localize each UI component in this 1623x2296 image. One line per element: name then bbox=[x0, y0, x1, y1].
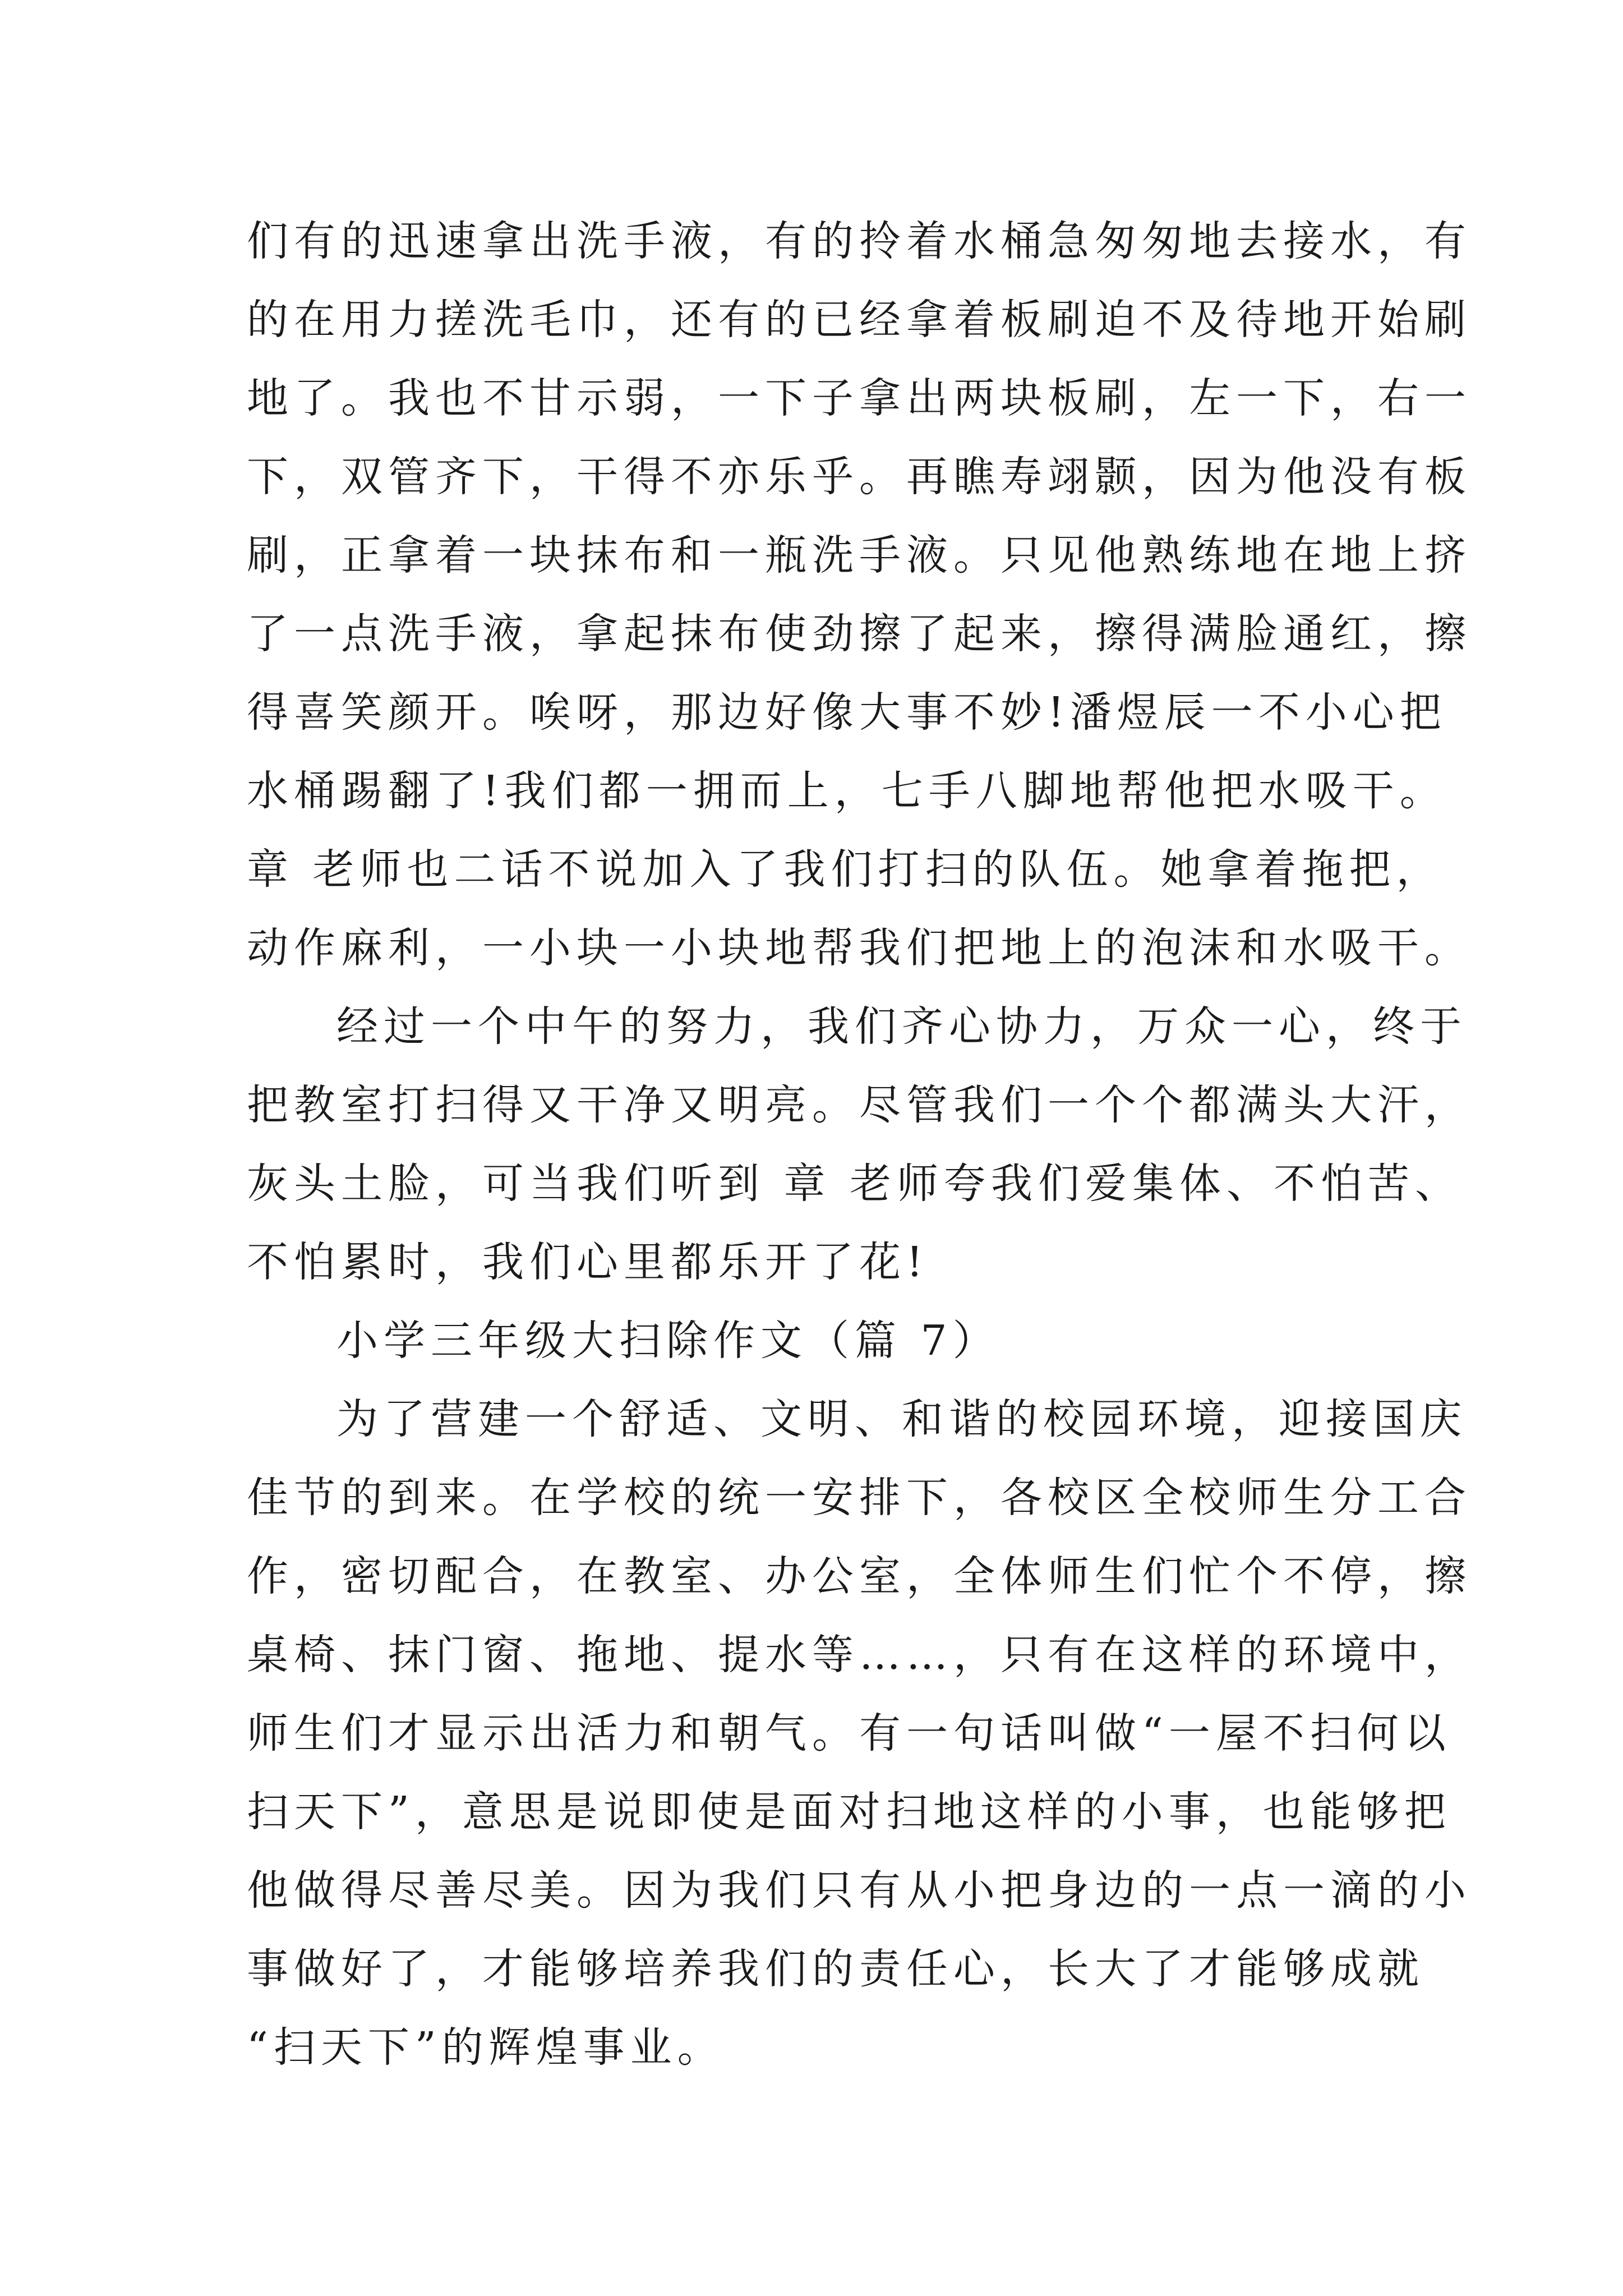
text-line: 桌椅、抹门窗、拖地、提水等……，只有在这样的环境中， bbox=[247, 1631, 1472, 1679]
text-line: 了一点洗手液，拿起抹布使劲擦了起来，擦得满脸通红，擦 bbox=[247, 610, 1472, 658]
text-line: 刷，正拿着一块抹布和一瓶洗手液。只见他熟练地在地上挤 bbox=[247, 531, 1472, 579]
text-line: 不怕累时，我们心里都乐开了花! bbox=[247, 1238, 929, 1286]
text-line: 为了营建一个舒适、文明、和谐的校园环境，迎接国庆 bbox=[336, 1395, 1467, 1443]
text-line: 把教室打扫得又干净又明亮。尽管我们一个个都满头大汗， bbox=[247, 1081, 1472, 1129]
text-line: 们有的迅速拿出洗手液，有的拎着水桶急匆匆地去接水，有 bbox=[247, 217, 1472, 265]
text-line: 下，双管齐下，干得不亦乐乎。再瞧寿翊颢，因为他没有板 bbox=[247, 453, 1472, 501]
text-line: 水桶踢翻了!我们都一拥而上，七手八脚地帮他把水吸干。 bbox=[247, 767, 1447, 815]
text-line: 事做好了，才能够培养我们的责任心，长大了才能够成就 bbox=[247, 1945, 1424, 1993]
text-line: 地了。我也不甘示弱，一下子拿出两块板刷，左一下，右一 bbox=[247, 374, 1472, 422]
text-line: 小学三年级大扫除作文（篇 7） bbox=[336, 1317, 1000, 1365]
text-line: “扫天下”的辉煌事业。 bbox=[247, 2023, 725, 2072]
text-line: 灰头土脸，可当我们听到 章 老师夸我们爱集体、不怕苦、 bbox=[247, 1159, 1463, 1208]
text-line: 章 老师也二话不说加入了我们打扫的队伍。她拿着拖把， bbox=[247, 845, 1444, 894]
document-body bbox=[247, 202, 1472, 2087]
text-line: 作，密切配合，在教室、办公室，全体师生们忙个不停，擦 bbox=[247, 1552, 1472, 1600]
text-line: 动作麻利，一小块一小块地帮我们把地上的泡沫和水吸干。 bbox=[247, 924, 1472, 972]
text-line: 的在用力搓洗毛巾，还有的已经拿着板刷迫不及待地开始刷 bbox=[247, 296, 1472, 344]
text-line: 佳节的到来。在学校的统一安排下，各校区全校师生分工合 bbox=[247, 1474, 1472, 1522]
text-line: 扫天下”，意思是说即使是面对扫地这样的小事，也能够把 bbox=[247, 1788, 1451, 1836]
text-line: 经过一个中午的努力，我们齐心协力，万众一心，终于 bbox=[336, 1002, 1467, 1051]
text-line: 得喜笑颜开。唉呀，那边好像大事不妙!潘煜辰一不小心把 bbox=[247, 688, 1447, 737]
text-line: 师生们才显示出活力和朝气。有一句话叫做“一屋不扫何以 bbox=[247, 1709, 1451, 1757]
text-line: 他做得尽善尽美。因为我们只有从小把身边的一点一滴的小 bbox=[247, 1866, 1472, 1915]
